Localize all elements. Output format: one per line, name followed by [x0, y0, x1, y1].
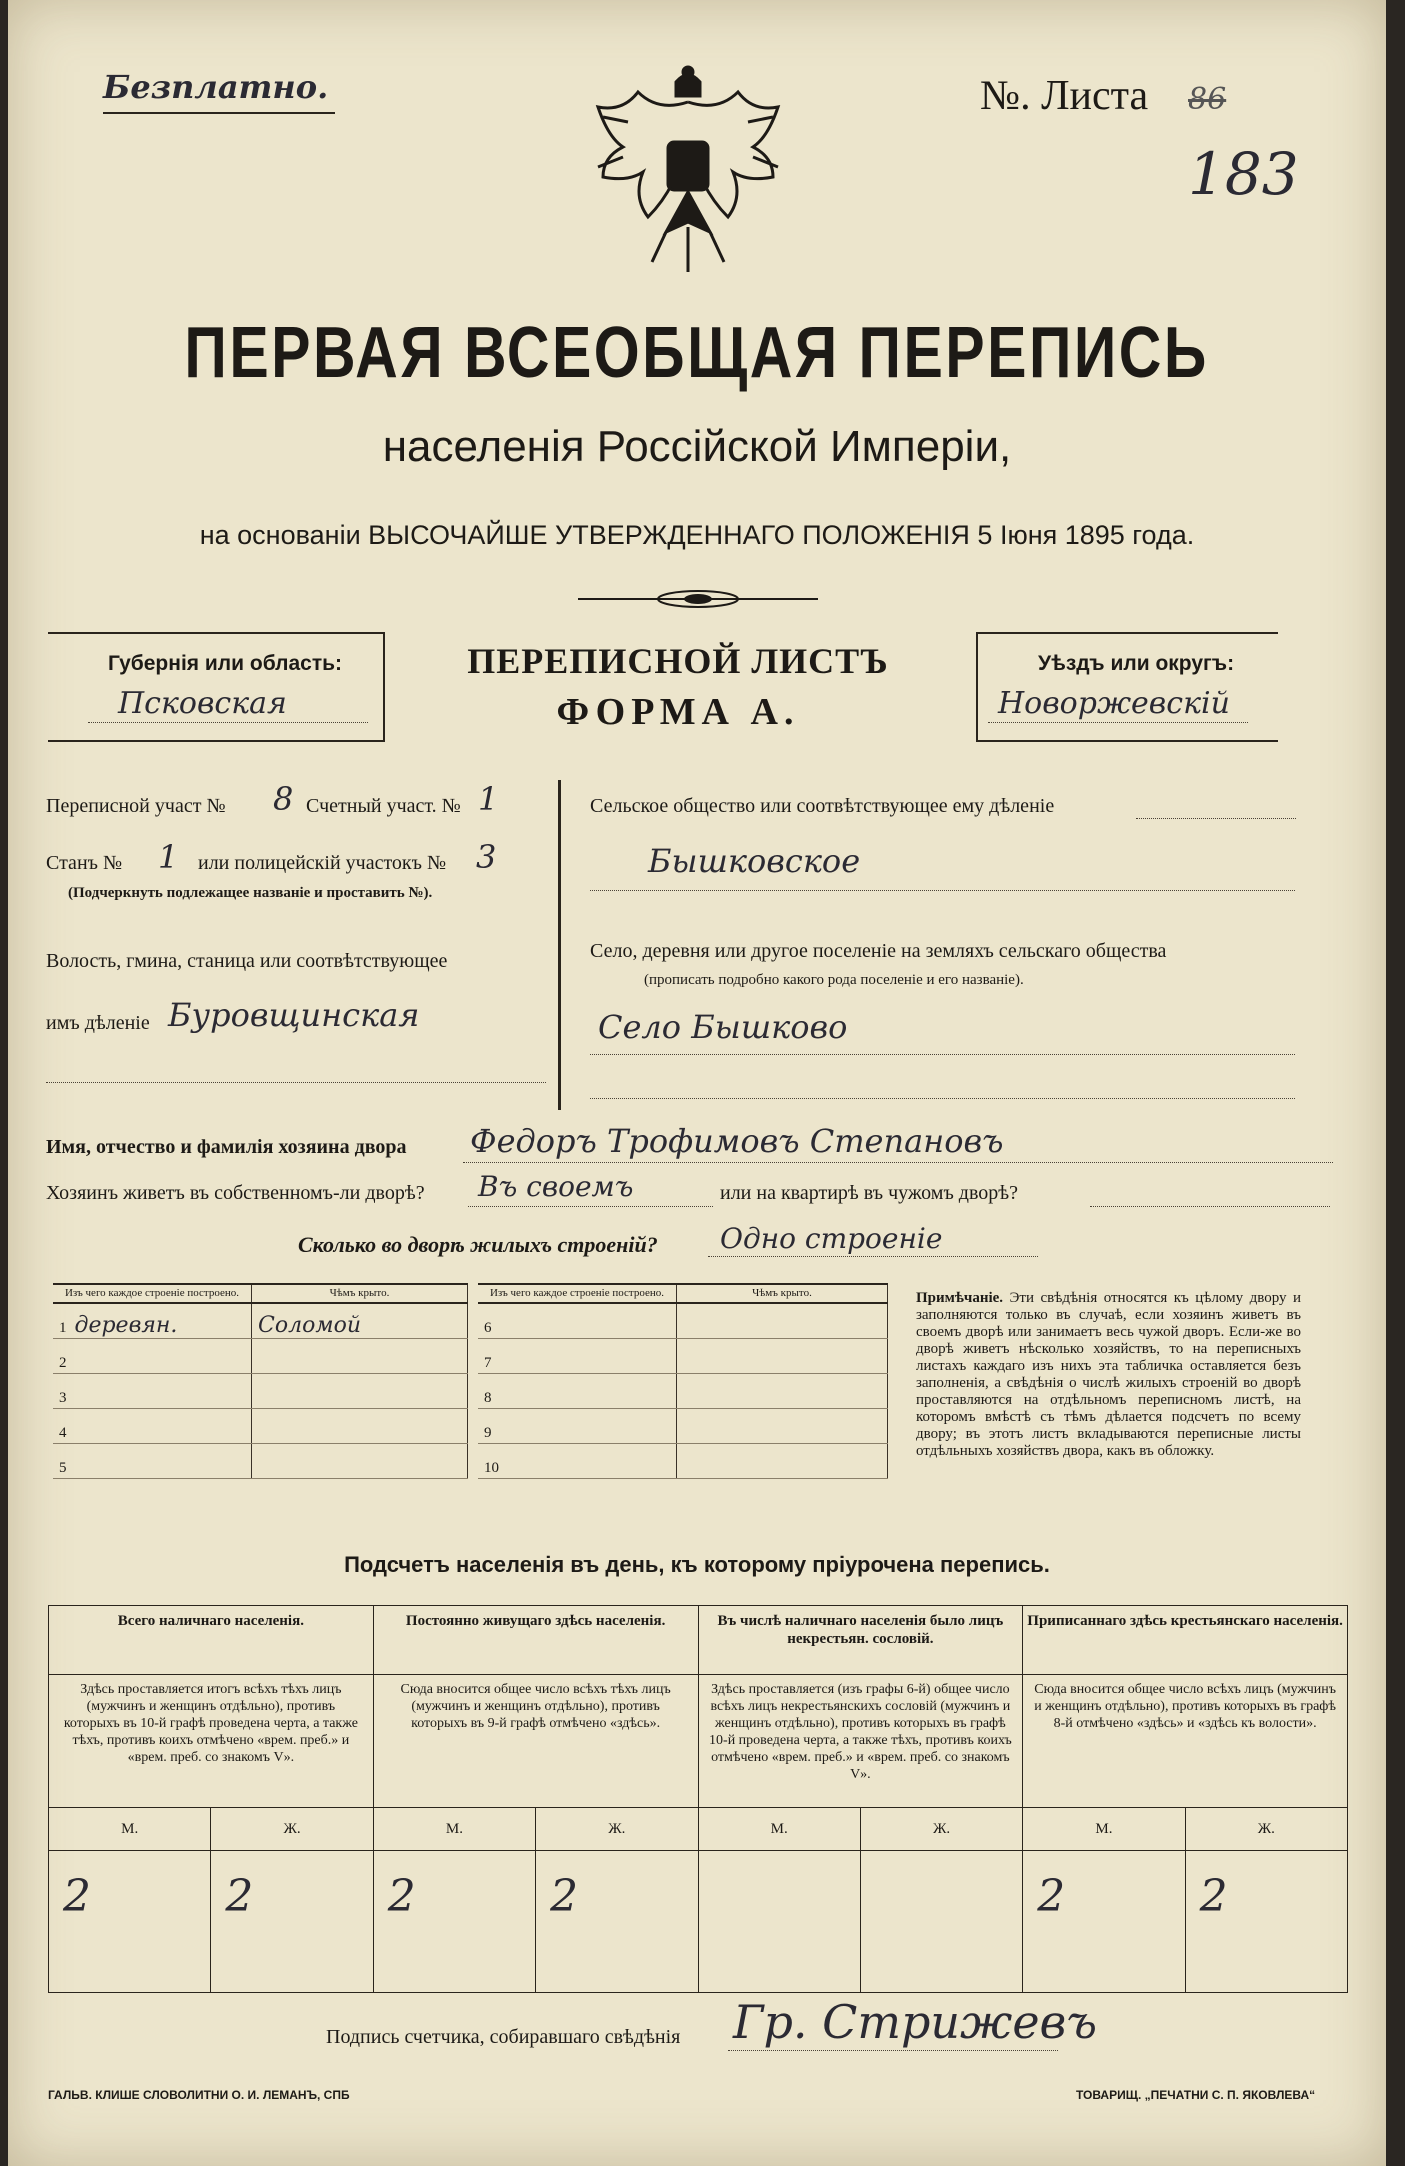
building-roof [252, 1444, 468, 1479]
building-roof [677, 1374, 888, 1409]
building-row-number: 1 [59, 1320, 67, 1336]
society-label: Сельское общество или соотвѣтствующее ему дѣленіе [590, 795, 1055, 817]
building-roof [252, 1374, 468, 1409]
male-header: М. [1023, 1808, 1185, 1851]
uezd-line [988, 722, 1248, 723]
building-roof [677, 1444, 888, 1479]
signature-value: Гр. Стрижевъ [733, 1995, 1097, 2049]
building-roof [677, 1409, 888, 1444]
volost-line [46, 1082, 546, 1083]
male-count: 2 [1023, 1851, 1185, 1993]
building-material-cell [478, 1374, 677, 1409]
building-row [478, 1409, 888, 1444]
free-underline [103, 112, 335, 114]
free-label: Безплатно. [103, 68, 329, 106]
building-row-number: 2 [59, 1355, 67, 1371]
col-roof-header: Чѣмъ крыто. [252, 1284, 468, 1303]
building-roof [252, 1339, 468, 1374]
census-basis: на основаніи ВЫСОЧАЙШЕ УТВЕРЖДЕННАГО ПОЛОЖЕНІЯ 5 Іюня 1895 года. [199, 520, 1195, 550]
remark-block [916, 1290, 1301, 1460]
census-sheet [8, 0, 1386, 2166]
col-material-header-2: Изъ чего каждое строеніе построено. [478, 1284, 677, 1303]
owner-name-label: Имя, отчество и фамилія хозяина двора [46, 1136, 407, 1158]
population-col-desc: Здѣсь проставляется (изъ графы 6-й) общее число всѣхъ лицъ некрестьянскихъ сословій (мужчинъ и женщинъ отдѣльно), противъ которыхъ въ графѣ 10-й проведена черта, а также тѣхъ, противъ коихъ отмѣчено «врем. преб.» и «врем. преб. со знакомъ V». [698, 1675, 1023, 1808]
building-material-cell [478, 1409, 677, 1444]
village-line-2 [590, 1098, 1295, 1099]
building-row [53, 1303, 468, 1339]
sheet-number-handwritten: 183 [1188, 140, 1299, 208]
female-count: 2 [536, 1851, 698, 1993]
uezd-box [976, 632, 1278, 742]
population-col-head: Постоянно живущаго здѣсь населенія. [373, 1606, 698, 1675]
col-material-header: Изъ чего каждое строеніе построено. [53, 1284, 252, 1303]
population-title: Подсчетъ населенія въ день, къ которому пріурочена перепись. [344, 1552, 1050, 1577]
population-col-head: Въ числѣ наличнаго населенія было лицъ некрестьян. сословій. [698, 1606, 1023, 1675]
imprint-left: ГАЛЬВ. КЛИШЕ СЛОВОЛИТНИ О. И. ЛЕМАНЪ, СПБ [48, 2088, 350, 2102]
female-header: Ж. [536, 1808, 698, 1851]
society-value: Бышковское [648, 842, 861, 880]
male-header: М. [373, 1808, 535, 1851]
female-header: Ж. [860, 1808, 1022, 1851]
signature-label: Подпись счетчика, собиравшаго свѣдѣнія [326, 2026, 681, 2048]
building-material-cell [53, 1444, 252, 1479]
buildings-line [708, 1256, 1038, 1257]
building-row [53, 1409, 468, 1444]
population-col-desc: Сюда вносится общее число всѣхъ лицъ (мужчинъ и женщинъ отдѣльно), противъ которыхъ въ графѣ 8-й отмѣчено «здѣсь» и «здѣсь къ волости». [1023, 1675, 1348, 1808]
building-roof [677, 1339, 888, 1374]
population-col-head: Приписаннаго здѣсь крестьянскаго населенія. [1023, 1606, 1348, 1675]
building-row [478, 1374, 888, 1409]
counting-district-label: Счетный участ. № [306, 795, 461, 817]
building-material-cell [53, 1409, 252, 1444]
buildings-value: Одно строеніе [720, 1222, 943, 1255]
building-row [53, 1374, 468, 1409]
sheet-number-crossed: 86 [1188, 82, 1227, 117]
remark-lead: Примѣчаніе. [916, 1290, 1004, 1306]
owner-rent-label: или на квартирѣ въ чужомъ дворѣ? [720, 1182, 1019, 1204]
gubernia-label: Губернія или область: [108, 652, 343, 675]
uezd-value: Новоржевскій [998, 686, 1230, 721]
building-material-cell [478, 1444, 677, 1479]
male-count [698, 1851, 860, 1993]
building-row-number: 4 [59, 1425, 67, 1441]
census-district-value: 8 [273, 780, 294, 818]
building-row-number: 5 [59, 1460, 67, 1476]
stan-label: Станъ № [46, 852, 123, 874]
police-value: 3 [476, 838, 497, 876]
building-row-number: 3 [59, 1390, 67, 1406]
owner-lives-label: Хозяинъ живетъ въ собственномъ-ли дворѣ? [46, 1182, 425, 1204]
imperial-eagle-emblem [588, 62, 788, 292]
female-count: 2 [211, 1851, 373, 1993]
buildings-table-right [478, 1283, 888, 1479]
building-row-number: 9 [484, 1425, 492, 1441]
female-count: 2 [1185, 1851, 1347, 1993]
male-count: 2 [49, 1851, 211, 1993]
building-row [53, 1444, 468, 1479]
remark-text: Эти свѣдѣнія относятся къ цѣлому двору и заполняются только въ случаѣ, если хозяинъ живетъ въ своемъ дворѣ или занимаетъ весь чужой дворъ. Если-же во дворѣ живетъ нѣсколько хозяйствъ, то на переписныхъ листахъ каждаго изъ нихъ эта табличка оставляется безъ заполненія, а свѣдѣнія о числѣ жилыхъ строеній во дворѣ проставляются на отдѣльномъ переписномъ листѣ, на которомъ вмѣстѣ съ тѣмъ дѣлается подсчетъ по всему двору; въ этотъ листъ вкладываются переписные листы отдѣльныхъ хозяйствъ двора, какъ въ обложку. [916, 1290, 1302, 1459]
center-divider [558, 780, 561, 1110]
female-count [860, 1851, 1022, 1993]
form-subtitle: ФОРМА А. [556, 691, 800, 733]
underline-note: (Подчеркнуть подлежащее названіе и проставить №). [68, 885, 433, 901]
owner-name-value: Федоръ Трофимовъ Степановъ [470, 1122, 1004, 1160]
sheet-number-label: №. Листа [980, 73, 1149, 119]
owner-name-line [463, 1162, 1333, 1163]
buildings-label: Сколько во дворѣ жилыхъ строеній? [298, 1232, 658, 1257]
male-header: М. [698, 1808, 860, 1851]
owner-lives-line [468, 1206, 713, 1207]
building-material-cell [53, 1374, 252, 1409]
village-note: (прописать подробно какого рода поселеніе и его названіе). [644, 972, 1024, 988]
building-row [53, 1339, 468, 1374]
police-label: или полицейскій участокъ № [198, 852, 447, 874]
village-label: Село, деревня или другое поселеніе на земляхъ сельскаго общества [590, 940, 1167, 962]
volost-label-2: имъ дѣленіе [46, 1012, 150, 1034]
form-title: ПЕРЕПИСНОЙ ЛИСТЪ [467, 641, 889, 681]
male-count: 2 [373, 1851, 535, 1993]
society-line-1 [1136, 818, 1296, 819]
gubernia-box [48, 632, 385, 742]
gubernia-line [88, 722, 368, 723]
building-material: деревян. [74, 1313, 178, 1338]
female-header: Ж. [211, 1808, 373, 1851]
village-value: Село Бышково [598, 1008, 848, 1046]
building-roof: Соломой [252, 1303, 468, 1339]
building-row [478, 1339, 888, 1374]
imprint-right: ТОВАРИЩ. „ПЕЧАТНИ С. П. ЯКОВЛЕВА“ [1076, 2088, 1316, 2102]
building-roof [677, 1303, 888, 1339]
population-table [48, 1605, 1348, 1993]
counting-district-value: 1 [478, 780, 499, 818]
buildings-table-left [53, 1283, 468, 1479]
building-row-number: 7 [484, 1355, 492, 1371]
village-line-1 [590, 1054, 1295, 1055]
owner-rent-line [1090, 1206, 1330, 1207]
census-title: ПЕРВАЯ ВСЕОБЩАЯ ПЕРЕПИСЬ [184, 313, 1210, 393]
ornament-divider [568, 584, 828, 614]
building-row-number: 6 [484, 1320, 492, 1336]
building-roof [252, 1409, 468, 1444]
stan-value: 1 [158, 838, 179, 876]
owner-lives-value: Въ своемъ [478, 1170, 634, 1203]
building-material-cell [53, 1339, 252, 1374]
population-col-desc: Здѣсь проставляется итогъ всѣхъ тѣхъ лицъ (мужчинъ и женщинъ отдѣльно), противъ которыхъ въ 10-й графѣ проведена черта, а также тѣхъ, противъ коихъ отмѣчено «врем. преб.» и «врем. преб. со знакомъ V». [49, 1675, 374, 1808]
volost-label-1: Волость, гмина, станица или соотвѣтствующее [46, 950, 448, 972]
census-district-label: Переписной участ № [46, 795, 226, 817]
female-header: Ж. [1185, 1808, 1347, 1851]
col-roof-header-2: Чѣмъ крыто. [677, 1284, 888, 1303]
building-row [478, 1303, 888, 1339]
building-row [478, 1444, 888, 1479]
uezd-label: Уѣздъ или округъ: [1038, 652, 1235, 675]
building-row-number: 10 [484, 1460, 499, 1476]
building-material-cell [478, 1339, 677, 1374]
building-material-cell [478, 1303, 677, 1339]
population-col-desc: Сюда вносится общее число всѣхъ тѣхъ лицъ (мужчинъ и женщинъ отдѣльно), противъ которыхъ въ 9-й графѣ отмѣчено «здѣсь». [373, 1675, 698, 1808]
census-subtitle: населенія Россійской Имперіи, [382, 422, 1012, 471]
title-wrap [8, 312, 1386, 394]
gubernia-value: Псковская [118, 686, 287, 721]
society-line-2 [590, 890, 1295, 891]
volost-value: Буровщинская [168, 996, 420, 1034]
male-header: М. [49, 1808, 211, 1851]
building-row-number: 8 [484, 1390, 492, 1406]
population-col-head: Всего наличнаго населенія. [49, 1606, 374, 1675]
building-material-cell [53, 1303, 252, 1339]
signature-line [728, 2050, 1058, 2051]
